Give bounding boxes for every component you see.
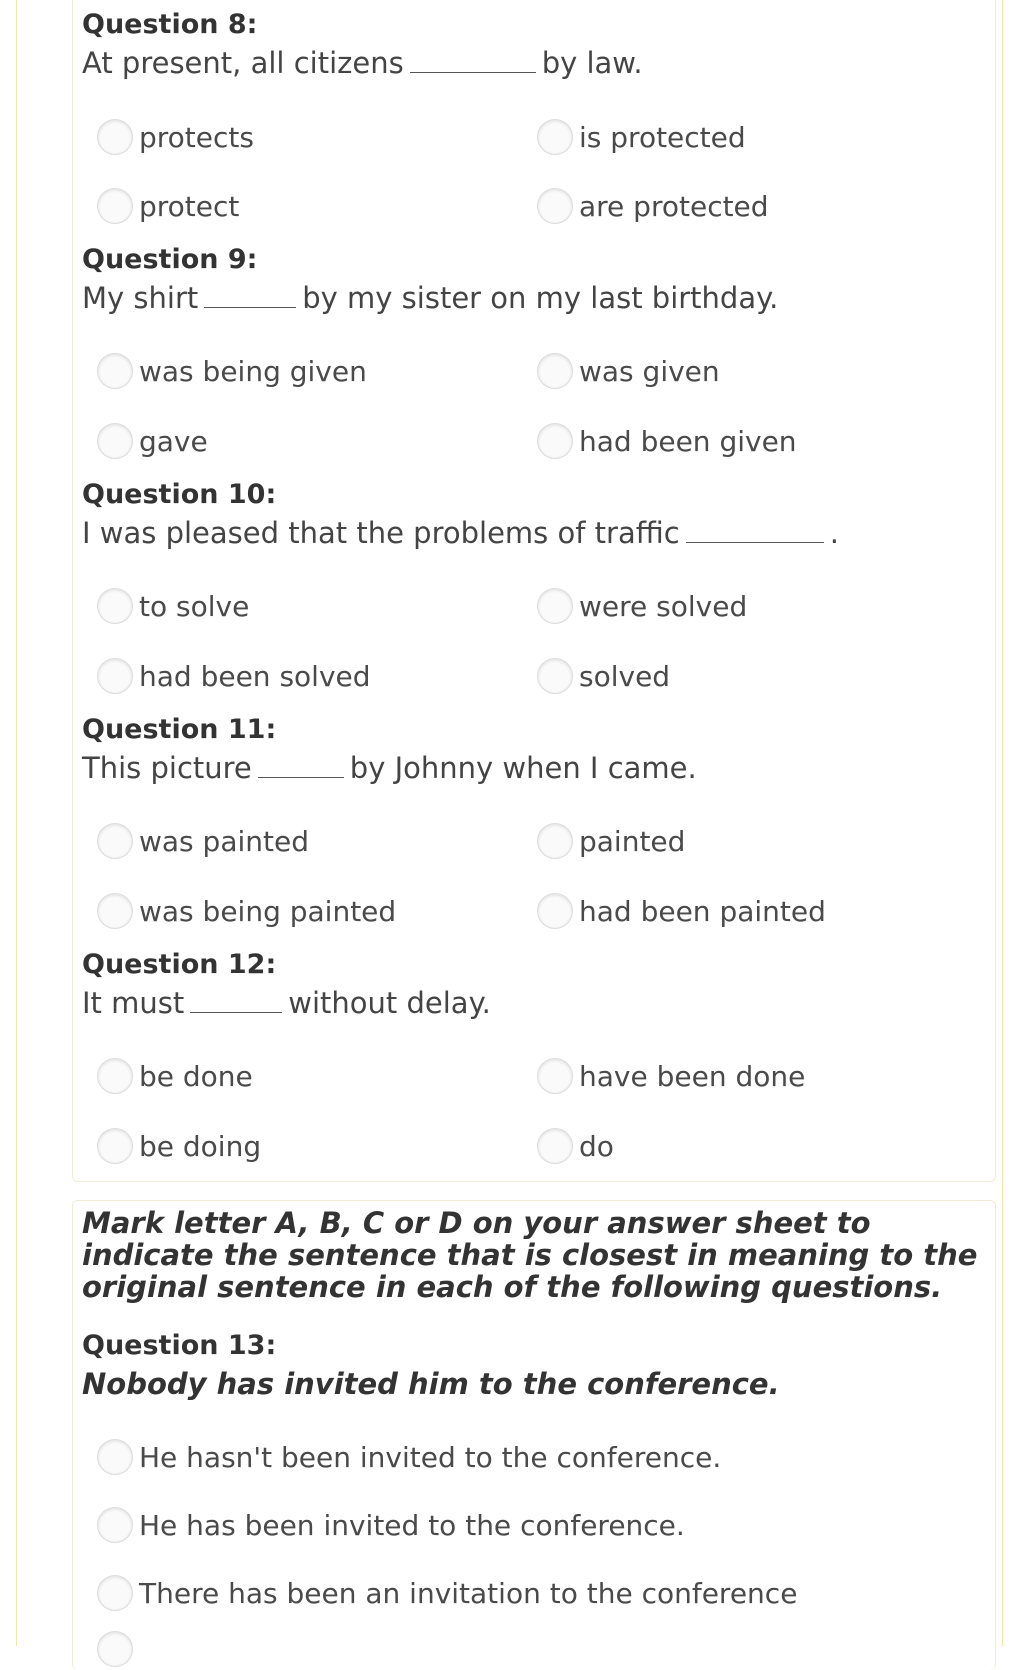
question-13-title: Question 13: (82, 1330, 277, 1361)
radio-button[interactable] (97, 423, 133, 459)
question-10-option-b[interactable] (537, 585, 747, 627)
answer-blank (204, 285, 296, 308)
question-13-option-a[interactable] (97, 1436, 721, 1478)
option-label: have been done (579, 1059, 806, 1093)
radio-button[interactable] (537, 119, 573, 155)
stem-text-before: It must (82, 986, 185, 1020)
question-13-option-c[interactable] (97, 1572, 797, 1614)
option-label: do (579, 1129, 614, 1163)
question-8-option-d[interactable] (537, 185, 769, 227)
radio-button[interactable] (537, 423, 573, 459)
option-label: protects (139, 120, 254, 154)
question-13-option-d-partial[interactable] (97, 1628, 133, 1670)
radio-button[interactable] (97, 119, 133, 155)
question-13-option-b[interactable] (97, 1504, 685, 1546)
question-12-option-a[interactable] (97, 1055, 253, 1097)
option-label: to solve (139, 589, 250, 623)
question-9-option-b[interactable] (537, 350, 720, 392)
option-label: was given (579, 354, 720, 388)
stem-text-before: My shirt (82, 281, 199, 315)
section-instruction: Mark letter A, B, C or D on your answer sheet to indicate the sentence that is closest in meaning to the original sentence in each of the following questions. (82, 1206, 978, 1304)
stem-text-after: by law. (541, 46, 643, 80)
stem-text-after: by my sister on my last birthday. (302, 281, 779, 315)
option-label: are protected (579, 189, 769, 223)
question-10-option-d[interactable] (537, 655, 670, 697)
radio-button[interactable] (97, 588, 133, 624)
question-12-option-b[interactable] (537, 1055, 805, 1097)
question-8-title: Question 8: (82, 9, 258, 40)
option-label: be doing (139, 1129, 262, 1163)
question-11-stem (82, 751, 697, 785)
option-label: gave (139, 424, 208, 458)
radio-button[interactable] (97, 1631, 133, 1667)
question-8-stem (82, 46, 643, 80)
option-label: had been solved (139, 659, 371, 693)
question-12-stem (82, 986, 491, 1020)
radio-button[interactable] (97, 823, 133, 859)
radio-button[interactable] (97, 658, 133, 694)
radio-button[interactable] (97, 1128, 133, 1164)
radio-button[interactable] (537, 588, 573, 624)
question-11-option-b[interactable] (537, 820, 685, 862)
option-label: He has been invited to the conference. (139, 1508, 685, 1542)
radio-button[interactable] (97, 1058, 133, 1094)
question-12-option-c[interactable] (97, 1125, 261, 1167)
option-label: solved (579, 659, 671, 693)
answer-blank (258, 755, 344, 778)
stem-text-after: . (829, 516, 839, 550)
answer-blank (190, 990, 282, 1013)
stem-text-before: At present, all citizens (82, 46, 404, 80)
question-11-option-a[interactable] (97, 820, 309, 862)
stem-text-before: I was pleased that the problems of traffic (82, 516, 680, 550)
option-label: were solved (579, 589, 748, 623)
question-9-option-a[interactable] (97, 350, 367, 392)
question-12-title: Question 12: (82, 949, 277, 980)
radio-button[interactable] (537, 823, 573, 859)
answer-blank (686, 520, 824, 543)
question-10-option-a[interactable] (97, 585, 249, 627)
option-label: was painted (139, 824, 309, 858)
option-label: There has been an invitation to the conference (139, 1576, 798, 1610)
answer-blank (410, 50, 536, 73)
question-10-option-c[interactable] (97, 655, 371, 697)
radio-button[interactable] (97, 188, 133, 224)
radio-button[interactable] (537, 1128, 573, 1164)
radio-button[interactable] (537, 353, 573, 389)
stem-text-after: by Johnny when I came. (349, 751, 697, 785)
question-9-option-d[interactable] (537, 420, 797, 462)
question-11-title: Question 11: (82, 714, 277, 745)
question-10-title: Question 10: (82, 479, 277, 510)
left-margin-rule (16, 0, 17, 1646)
question-11-option-d[interactable] (537, 890, 826, 932)
radio-button[interactable] (97, 1507, 133, 1543)
option-label: protect (139, 189, 240, 223)
question-8-option-b[interactable] (537, 116, 746, 158)
radio-button[interactable] (537, 188, 573, 224)
right-margin-rule (1002, 0, 1003, 1646)
radio-button[interactable] (97, 353, 133, 389)
question-11-option-c[interactable] (97, 890, 396, 932)
question-13-stem: Nobody has invited him to the conference. (82, 1367, 780, 1401)
stem-text-after: without delay. (288, 986, 491, 1020)
option-label: He hasn't been invited to the conference. (139, 1440, 722, 1474)
option-label: painted (579, 824, 686, 858)
question-8-option-c[interactable] (97, 185, 239, 227)
option-label: was being painted (139, 894, 397, 928)
option-label: had been painted (579, 894, 826, 928)
radio-button[interactable] (97, 893, 133, 929)
question-8-option-a[interactable] (97, 116, 254, 158)
question-12-option-d[interactable] (537, 1125, 614, 1167)
radio-button[interactable] (537, 658, 573, 694)
stem-text-before: This picture (82, 751, 252, 785)
radio-button[interactable] (97, 1439, 133, 1475)
radio-button[interactable] (537, 1058, 573, 1094)
question-9-stem (82, 281, 778, 315)
radio-button[interactable] (97, 1575, 133, 1611)
option-label: was being given (139, 354, 367, 388)
radio-button[interactable] (537, 893, 573, 929)
question-9-option-c[interactable] (97, 420, 208, 462)
option-label: be done (139, 1059, 253, 1093)
question-9-title: Question 9: (82, 244, 258, 275)
question-10-stem (82, 516, 839, 550)
option-label: had been given (579, 424, 797, 458)
option-label: is protected (579, 120, 746, 154)
